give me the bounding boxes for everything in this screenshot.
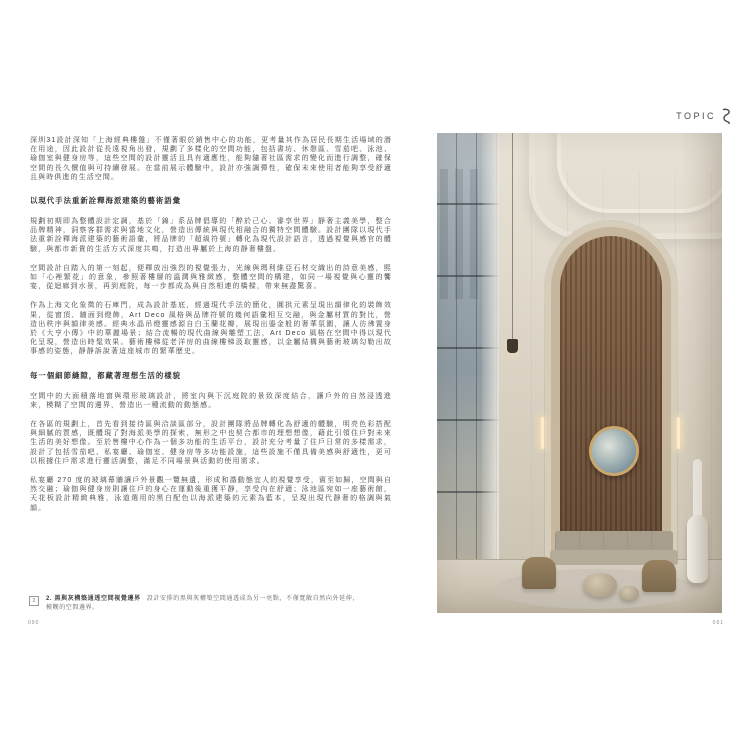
caption-text bbox=[46, 595, 359, 613]
topic-header bbox=[676, 108, 732, 124]
lobby-photo bbox=[437, 133, 722, 613]
section-heading: 每一個細節縫隙，都藏著理想生活的樣貌 bbox=[30, 370, 182, 380]
topic-label: TOPIC bbox=[676, 111, 716, 121]
paragraph: 規劃初期即為整體設計定調，基於「錦」系品牌倡導的「醉於己心、審享世界」靜奢主義美學，整合品牌精神，洞察客群需求與當地文化，營造出傳統與現代相融合的獨特空間體驗。設計團隊以現代手法重新詮釋海派建築的藝術語彙，將品牌的「超級符號」轉化為現代設計語言，透過視覺與感官的體驗，與都市新貴的生活方式深度共鳴，打造出專屬於上海的靜奢樓盤。 bbox=[30, 218, 392, 253]
caption-number-box: 2 bbox=[29, 596, 39, 606]
caption-title: 2. 黑與灰構築通透空間視覺邊界 bbox=[46, 596, 141, 602]
caption-body: 設計安排的黑與灰構築空間通透成為另一亮點，不僅寬敞自然向外延伸，模糊的空間邊界。 bbox=[46, 596, 359, 611]
photo-caption bbox=[29, 595, 359, 613]
page-number-left: 090 bbox=[28, 620, 40, 626]
page-number-right: 091 bbox=[712, 620, 724, 626]
wave-logo-icon bbox=[721, 108, 732, 124]
photo-vignette bbox=[437, 133, 722, 613]
paragraph: 在各區的規劃上，首先看到接待區與洽談區部分，設計團隊將品牌轉化為舒適的體驗，明亮色彩搭配與細膩的質感，既體現了對海派美學的探索，無形之中也契合都市的理想想像，藉此引領住戶對未來生活的美好想像。至於售樓中心作為一個多功能的生活平台，設計充分考量了住戶日常的多樣需求，設計了包括雪茄吧、私宴廳、瑜伽室、健身房等多功能設施，這些設施不僅具備美感與舒適性，更可以根據住戶需求進行靈活調整，滿足不同場景與活動的使用需求。 bbox=[30, 421, 392, 465]
paragraph: 作為上海文化象徵的石庫門，成為設計基底，經過現代手法的簡化，圓拱元素呈現出韻律化的裝飾效果，從窗頂、牆面到燈飾，Art Deco 風格與品牌符號的幾何語彙相互交融，與金屬材質的對比，營造出秩序與韻律美感。經典水晶吊燈靈感源自白玉蘭花瓣，展現出鎏金般的奢華氛圍，讓人彷彿置身於《大亨小傳》中的華麗場景；結合流暢的現代曲線與雕塑工法，Art Deco 風格在空間中得以現代化呈現，營造出時髦效果。藝術樓梯從老洋房的曲線樓梯汲取靈感，以金屬結構與藝術玻璃勾勒出故事感的姿態，靜靜訴說著這座城市的繁華歷史。 bbox=[30, 302, 392, 356]
paragraph: 空間中的大面積落地窗與環形玻璃設計，將室內與下沉庭院的景致深度結合，讓戶外的自然浸透進來，模糊了空間的邊界，營造出一種流動的動態感。 bbox=[30, 392, 392, 409]
section-heading: 以現代手法重新詮釋海派建築的藝術語彙 bbox=[30, 196, 182, 206]
article-text-column bbox=[30, 136, 392, 523]
paragraph: 私宴廳 270 度的玻璃幕牆讓戶外景觀一覽無遺，形成和諧動態宜人的視覺享受，賓至如歸，空間與自然交融；瑜伽與健身房則讓住戶的身心在運動後重獲平靜，享受內在舒適；泳池區宛如一座藝術館，天花板設計精緻典雅，泳道選用的黑白配色以海派建築的元素為藍本，呈現出現代靜奢的格調與氣韻。 bbox=[30, 477, 392, 512]
paragraph: 深圳31設計深知「上海經典樓盤」不僅著眼於銷售中心的功能，更考量其作為居民長期生活場域的潛在用途，因此設計從長遠視角出發，規劃了多樣化的空間功能，包括書坊、休憩區、雪茄吧、泳池、瑜伽室與健身房等，這些空間的設計靈活且具有適應性，能夠隨著社區需求的變化而進行調整，確保空間的長久價值與可持續發展。在當前展示體驗中，設計亦強調彈性，確保未來使用者能夠享受舒適且與時俱進的生活空間。 bbox=[30, 137, 392, 181]
paragraph: 空間設計自踏入的第一刻起，便釋放出強烈的視覺張力，光線與瑪利維亞石材交織出的詩意美感，熙如「心裡繁花」的意象，參照著樓層的溫潤與雅緻感，整體空間的構建，如同一場視覺與心靈的饗宴，從迴廊到水景，再到庭院，每一步都成為與自然相連的橋樑，帶來無盡驚喜。 bbox=[30, 264, 392, 291]
